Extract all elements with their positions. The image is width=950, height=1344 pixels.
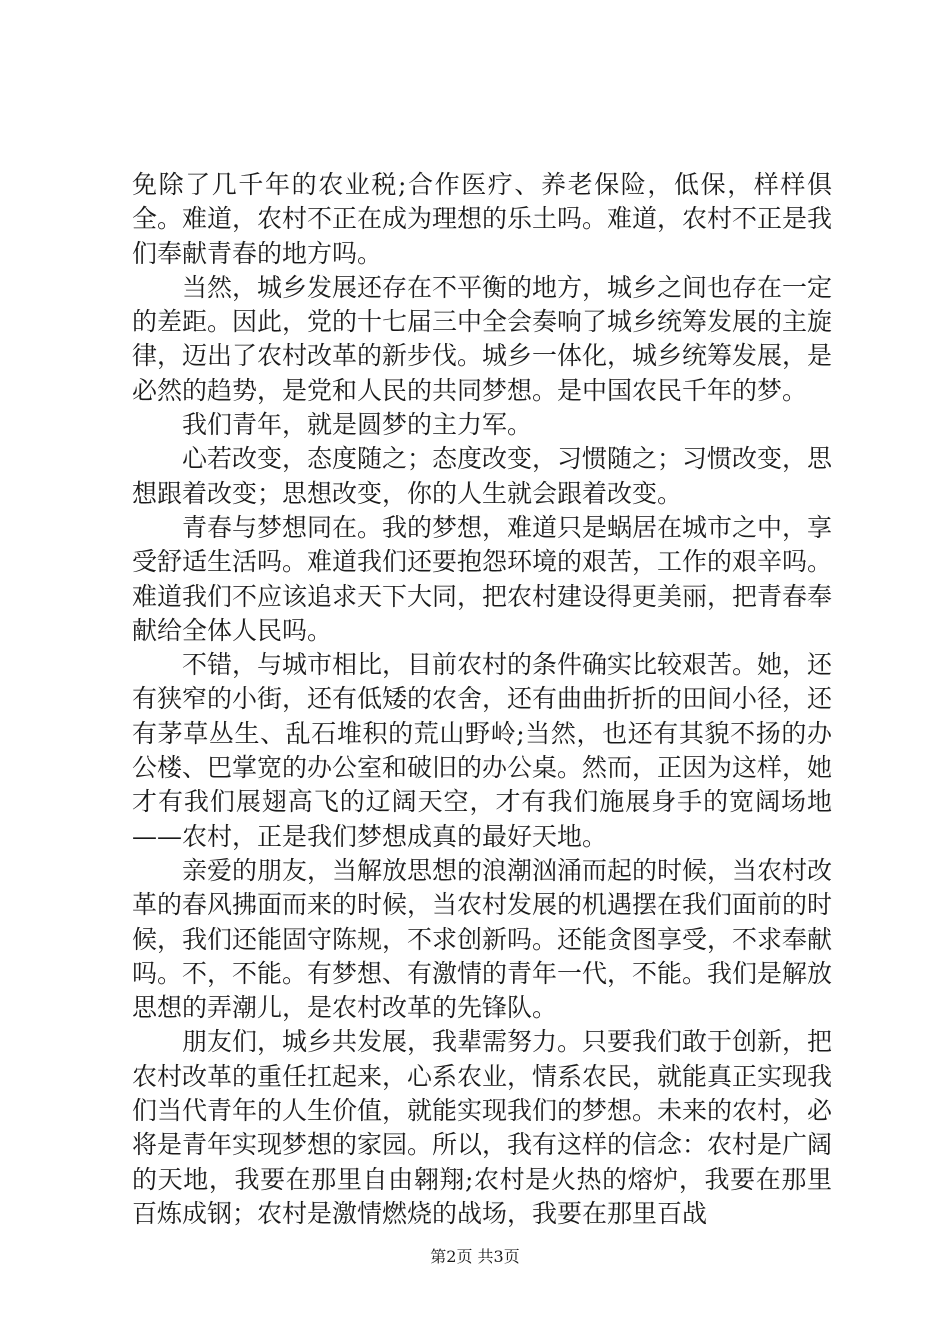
- document-body: [132, 168, 832, 1231]
- paragraph-7: 亲爱的朋友，当解放思想的浪潮汹涌而起的时候，当农村改革的春风拂面而来的时候，当农村发展的机遇摆在我们面前的时候，我们还能固守陈规，不求创新吗。还能贪图享受，不求奉献吗。不，不能。有梦想、有激情的青年一代，不能。我们是解放思想的弄潮儿，是农村改革的先锋队。: [132, 855, 833, 1023]
- paragraph-3: 我们青年，就是圆梦的主力军。: [182, 410, 533, 440]
- paragraph-8: 朋友们，城乡共发展，我辈需努力。只要我们敢于创新，把农村改革的重任扛起来，心系农业，情系农民，就能真正实现我们当代青年的人生价值，就能实现我们的梦想。未来的农村，必将是青年实现梦想的家园。所以，我有这样的信念：农村是广阔的天地，我要在那里自由翱翔;农村是火热的熔炉，我要在那里百炼成钢；农村是激情燃烧的战场，我要在那里百战: [132, 1027, 833, 1228]
- paragraph-1: 免除了几千年的农业税;合作医疗、养老保险，低保，样样俱全。难道，农村不正在成为理想的乐土吗。难道，农村不正是我们奉献青春的地方吗。: [132, 170, 833, 268]
- page-footer: 第2页 共3页: [430, 1247, 520, 1266]
- paragraph-2: 当然，城乡发展还存在不平衡的地方，城乡之间也存在一定的差距。因此，党的十七届三中全会奏响了城乡统筹发展的主旋律，迈出了农村改革的新步伐。城乡一体化，城乡统筹发展，是必然的趋势，是党和人民的共同梦想。是中国农民千年的梦。: [132, 272, 833, 405]
- paragraph-6: 不错，与城市相比，目前农村的条件确实比较艰苦。她，还有狭窄的小街，还有低矮的农舍，还有曲曲折折的田间小径，还有茅草丛生、乱石堆积的荒山野岭;当然，也还有其貌不扬的办公楼、巴掌宽的办公室和破旧的办公桌。然而，正因为这样，她才有我们展翅高飞的辽阔天空，才有我们施展身手的宽阔场地——农村，正是我们梦想成真的最好天地。: [132, 650, 833, 851]
- paragraph-5: 青春与梦想同在。我的梦想，难道只是蜗居在城市之中，享受舒适生活吗。难道我们还要抱怨环境的艰苦，工作的艰辛吗。难道我们不应该追求天下大同，把农村建设得更美丽，把青春奉献给全体人民吗。: [132, 512, 833, 645]
- paragraph-4: 心若改变，态度随之；态度改变，习惯随之；习惯改变，思想跟着改变；思想改变，你的人生就会跟着改变。: [132, 444, 833, 508]
